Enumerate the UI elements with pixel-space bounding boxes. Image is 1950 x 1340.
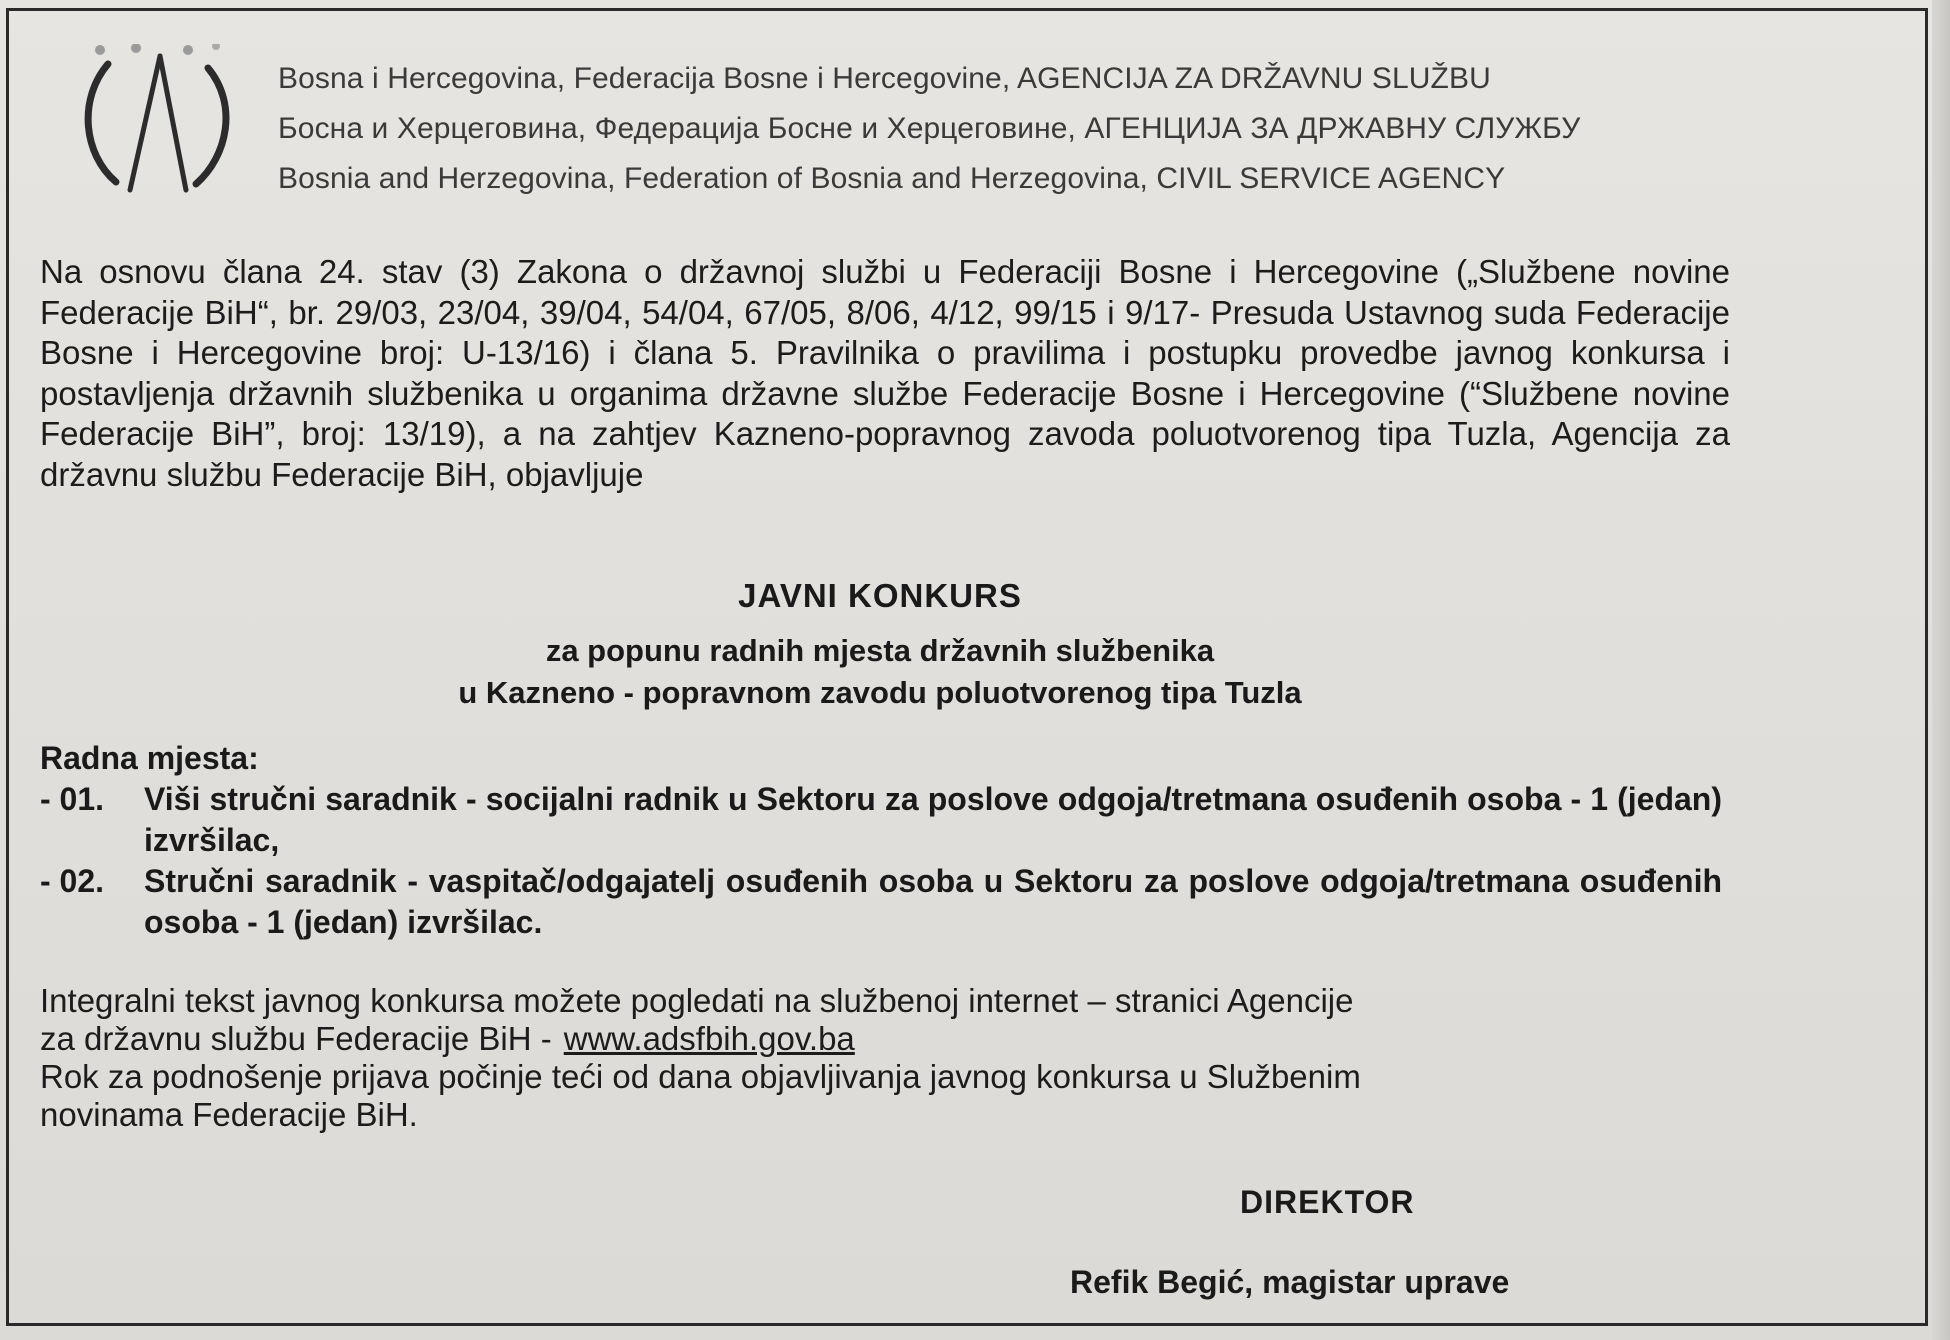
- notice-subtitle-1: za popunu radnih mjesta državnih službenika: [545, 633, 1215, 668]
- paper-edge: [1932, 0, 1950, 1340]
- header-line-bosnian: Bosna i Hercegovina, Federacija Bosne i Hercegovine, AGENCIJA ZA DRŽAVNU SLUŽBU: [278, 62, 1491, 95]
- signature-title: DIREKTOR: [1240, 1184, 1415, 1220]
- footer-line-3: Rok za podnošenje prijava počinje teći od dana objavljivanja javnog konkursa u Službenim: [40, 1058, 1361, 1095]
- agency-logo-icon: [78, 44, 248, 194]
- positions-heading: Radna mjesta:: [40, 740, 259, 776]
- notice-title: JAVNI KONKURS: [738, 577, 1022, 614]
- notice-title-block: [40, 572, 1720, 714]
- position-item: [40, 861, 1722, 943]
- position-text: Stručni saradnik - vaspitač/odgajatelj osuđenih osoba u Sektoru za poslove odgoja/tretmana osuđenih osoba - 1 (jedan) izvršilac.: [144, 863, 1722, 940]
- footer-line-4: novinama Federacije BiH.: [40, 1096, 418, 1133]
- position-number: - 01.: [40, 781, 105, 817]
- agency-website-link[interactable]: www.adsfbih.gov.ba: [563, 1020, 855, 1057]
- agency-header: [278, 54, 1918, 204]
- position-text: Viši stručni saradnik - socijalni radnik u Sektoru za poslove odgoja/tretmana osuđenih osoba - 1 (jedan) izvršilac,: [144, 781, 1722, 858]
- footer-line-2: [40, 1020, 1730, 1058]
- header-line-english: Bosnia and Herzegovina, Federation of Bosnia and Herzegovina, CIVIL SERVICE AGENCY: [278, 162, 1506, 195]
- positions-section: [40, 738, 1722, 943]
- intro-paragraph: Na osnovu člana 24. stav (3) Zakona o državnoj službi u Federaciji Bosne i Hercegovine („Službene novine Federacije BiH“, br. 29/03, 23/04, 39/04, 54/04, 67/05, 8/06, 4/12, 99/15 i 9/17- Presuda Ustavnog suda Federacije Bosne i Hercegovine broj: U-13/16) i člana 5. Pravilnika o pravilima i postupku provedbe javnog konkursa i postavljenja državnih službenika u organima državne službe Federacije Bosne i Hercegovine (“Službene novine Federacije BiH”, broj: 13/19), a na zahtjev Kazneno-popravnog zavoda poluotvorenog tipa Tuzla, Agencija za državnu službu Federacije BiH, objavljuje: [40, 253, 1730, 493]
- footer-line-1: Integralni tekst javnog konkursa možete pogledati na službenoj internet – stranici Agencije: [40, 982, 1354, 1019]
- footer-line-2-text: za državnu službu Federacije BiH -: [40, 1020, 552, 1057]
- notice-subtitle-2: u Kazneno - popravnom zavodu poluotvorenog tipa Tuzla: [458, 675, 1302, 710]
- position-item: [40, 779, 1722, 861]
- signature-name: Refik Begić, magistar uprave: [1070, 1264, 1510, 1300]
- position-number: - 02.: [40, 863, 105, 899]
- footer-paragraph: [40, 982, 1730, 1134]
- header-line-serbian: Босна и Херцеговина, Федерација Босне и Херцеговине, АГЕНЦИЈА ЗА ДРЖАВНУ СЛУЖБУ: [278, 112, 1581, 145]
